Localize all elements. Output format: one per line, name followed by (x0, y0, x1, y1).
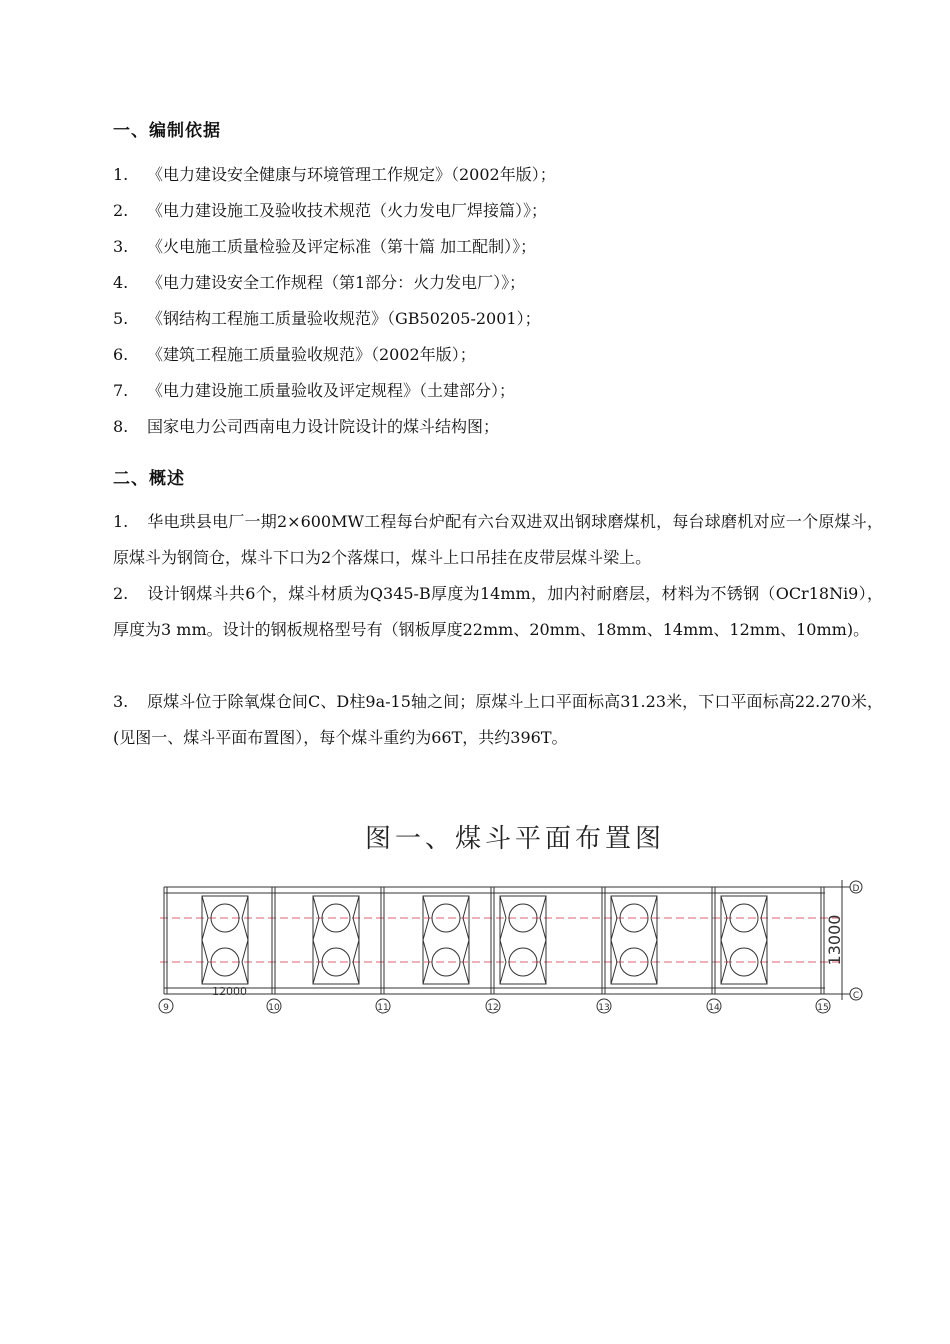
reference-text: 《电力建设施工质量验收及评定规程》（土建部分）； (147, 381, 516, 400)
reference-item (113, 309, 541, 329)
hopper-outline (721, 896, 767, 984)
reference-item (113, 381, 515, 401)
reference-number: 8. (113, 417, 129, 436)
row-marker-c (850, 988, 862, 1001)
paragraph-text: 原煤斗位于除氧煤仓间C、D柱9a-15轴之间；原煤斗上口平面标高31.23米，下口平面标高22.270米，(见图一、煤斗平面布置图），每个煤斗重约为66T，共约396T。 (113, 692, 883, 747)
hopper-side (423, 896, 429, 984)
paragraph-number: 2. (113, 584, 129, 603)
axis-label: 9 (163, 1003, 169, 1013)
axis-label: 13 (598, 1003, 610, 1013)
paragraph-number: 1. (113, 512, 129, 531)
hopper-outline (611, 896, 657, 984)
reference-text: 国家电力公司西南电力设计院设计的煤斗结构图； (147, 417, 500, 436)
row-marker-d (850, 881, 862, 894)
reference-number: 7. (113, 381, 129, 400)
reference-item (113, 201, 547, 221)
axis-label: 10 (268, 1003, 280, 1013)
overview-paragraph (113, 576, 883, 648)
hopper-side (540, 896, 546, 984)
axis-label: 15 (817, 1003, 829, 1013)
overview-paragraph (113, 504, 883, 576)
reference-text: 《钢结构工程施工质量验收规范》（GB50205-2001）； (147, 309, 541, 328)
axis-label: 11 (377, 1003, 389, 1013)
reference-text: 《电力建设施工及验收技术规范（火力发电厂焊接篇）》； (147, 201, 548, 220)
reference-item (113, 165, 556, 185)
reference-text: 《建筑工程施工质量验收规范》（2002年版）； (147, 345, 476, 364)
reference-item (113, 417, 499, 437)
hopper-side (242, 896, 248, 984)
hopper-side (651, 896, 657, 984)
hopper-side (463, 896, 469, 984)
reference-number: 6. (113, 345, 129, 364)
dimension-horizontal: 12000 (212, 985, 247, 998)
axis-label: 12 (487, 1003, 499, 1013)
reference-number: 1. (113, 165, 129, 184)
section-heading-overview: 二、概述 (113, 469, 185, 489)
reference-text: 《电力建设安全工作规程（第1部分：火力发电厂）》； (147, 273, 526, 292)
hopper-side (202, 896, 208, 984)
hopper-side (313, 896, 319, 984)
axis-label: 14 (708, 1003, 720, 1013)
hopper-outline (423, 896, 469, 984)
dimension-vertical: 13000 (825, 914, 844, 966)
reference-number: 5. (113, 309, 129, 328)
hopper-side (761, 896, 767, 984)
hopper-side (611, 896, 617, 984)
paragraph-text: 设计钢煤斗共6个，煤斗材质为Q345-B厚度为14mm，加内衬耐磨层，材料为不锈钢（OCr18Ni9），厚度为3 mm。设计的钢板规格型号有（钢板厚度22mm、20mm、18mm、14mm、12mm、10mm)。 (113, 584, 883, 639)
hopper-side (353, 896, 359, 984)
paragraph-text: 华电珙县电厂一期2×600MW工程每台炉配有六台双进双出钢球磨煤机，每台球磨机对应一个原煤斗，原煤斗为钢筒仓，煤斗下口为2个落煤口，煤斗上口吊挂在皮带层煤斗梁上。 (113, 512, 883, 567)
reference-number: 4. (113, 273, 129, 292)
reference-number: 3. (113, 237, 129, 256)
paragraph-number: 3. (113, 692, 129, 711)
hopper-side (500, 896, 506, 984)
reference-text: 《电力建设安全健康与环境管理工作规定》（2002年版）； (147, 165, 556, 184)
reference-number: 2. (113, 201, 129, 220)
hopper-outline (500, 896, 546, 984)
reference-text: 《火电施工质量检验及评定标准（第十篇 加工配制）》； (147, 237, 537, 256)
row-label: C (852, 991, 860, 1001)
section-heading-basis: 一、编制依据 (113, 121, 221, 141)
figure-title: 图一、煤斗平面布置图 (364, 824, 665, 854)
hopper-outline (313, 896, 359, 984)
reference-item (113, 345, 476, 365)
hopper-side (721, 896, 727, 984)
reference-item (113, 237, 536, 257)
overview-paragraph (113, 684, 883, 756)
row-label: D (852, 884, 860, 894)
hopper-layout-drawing (150, 870, 870, 1020)
hopper-outline (202, 896, 248, 984)
reference-item (113, 273, 525, 293)
